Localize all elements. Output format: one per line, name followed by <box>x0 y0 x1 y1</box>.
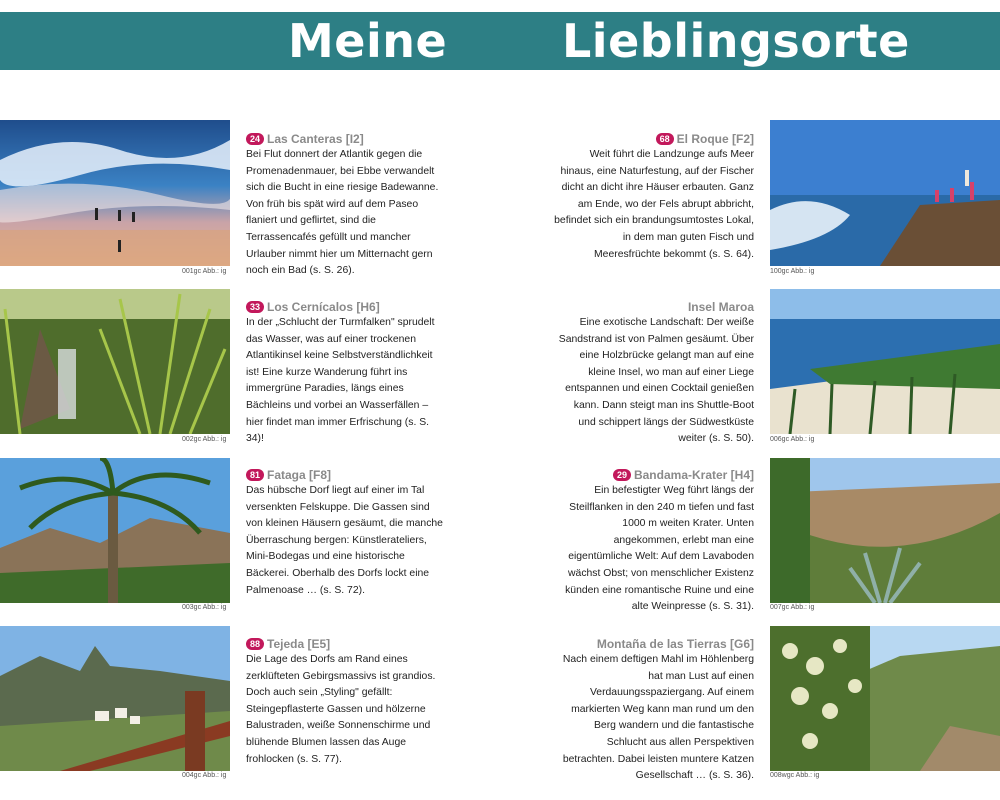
photo-fataga <box>0 458 230 603</box>
entry-title: Bandama-Krater [H4] <box>633 468 754 482</box>
photo-el-roque <box>770 120 1000 266</box>
photo-credit: 007gc Abb.: ig <box>770 604 815 611</box>
entry-text: Eine exotische Landschaft: Der weiße Sandstrand ist von Palmen gesäumt. Über eine Holzbrücke gelangt man auf eine kleine Insel, wo man auf einer Liege entspannen und einen Cocktail genießen kann. Dann steigt man ins Shuttle-Boot und schippert längs der Südwestküste weiter (s. S. 50). <box>558 317 754 445</box>
entry-text: Ein befestigter Weg führt längs der Steilflanken in den 240 m tiefen und fast 1000 m weiten Krater. Unten angekommen, erlebt man eine eigentümliche Welt: Auf dem Lavaboden wächst Obst; von menschlicher Existenz künden eine romantische Ruine und eine alte Weinpresse (s. S. 31). <box>565 485 754 613</box>
entry-title: Las Canteras [I2] <box>267 132 364 146</box>
entry-tejeda <box>246 636 446 768</box>
entry-text: Weit führt die Landzunge aufs Meer hinaus, eine Naturfestung, auf der Fischer dicht an dicht ihre Häuser erbauten. Ganz am Ende, wo der Fels abrupt abbricht, befindet sich ein brandungsumtostes Lokal, in dem man guten Fisch und Meeresfrüchte bekommt (s. S. 64). <box>554 149 754 260</box>
photo-montana-de-las-tierras <box>770 626 1000 771</box>
entry-title: Montaña de las Tierras [G6] <box>596 637 754 651</box>
entry-fataga <box>246 467 446 599</box>
entry-text: Nach einem deftigen Mahl im Höhlenberg hat man Lust auf einen Verdauungsspaziergang. Auf einem markierten Weg kann man rund um den Berg wandern und die fantastische Schlucht aus allen Perspektiven betrachten. Dabei leisten muntere Katzen Gesellschaft … (s. S. 36). <box>562 654 754 782</box>
photo-bandama-krater <box>770 458 1000 603</box>
photo-credit: 001gc Abb.: ig <box>182 268 227 275</box>
photo-credit: 003gc Abb.: ig <box>182 604 227 611</box>
entry-text: Das hübsche Dorf liegt auf einer im Tal versenkten Felskuppe. Die Gassen sind von kleinen Häusern gesäumt, die manche Überraschung bergen: Künstlerateliers, Mini-Bodegas und eine historische Bäckerei. Oberhalb des Dorfs lockt eine Palmenoase … (s. S. 72). <box>246 485 443 596</box>
photo-credit: 002gc Abb.: ig <box>182 436 227 443</box>
location-number-badge: 88 <box>246 638 264 650</box>
location-number-badge: 81 <box>246 469 264 481</box>
photo-credit: 100gc Abb.: ig <box>770 268 815 275</box>
entry-text: In der „Schlucht der Turmfalken" sprudelt das Wasser, was auf einer trockenen Atlantikinsel keine Selbstverständlichkeit ist! Eine kurze Wanderung führt ins immergrüne Paradies, längs eines Bächleins und vorbei an Wasserfällen – hier findet man immer Erfrischung (s. S. 34)! <box>246 317 435 445</box>
entry-title: Insel Maroa <box>687 300 754 314</box>
photo-las-canteras <box>0 120 230 266</box>
location-number-badge: 29 <box>613 469 631 481</box>
entry-title: Los Cernícalos [H6] <box>267 300 380 314</box>
title-banner <box>0 12 1000 70</box>
entry-bandama-krater <box>554 467 754 616</box>
photo-credit: 004gc Abb.: ig <box>182 772 227 779</box>
location-number-badge: 24 <box>246 133 264 145</box>
entry-title: Fataga [F8] <box>267 468 332 482</box>
title-word-2: Lieblingsorte <box>562 14 910 68</box>
photo-credit: 006gc Abb.: ig <box>770 436 815 443</box>
location-number-badge: 33 <box>246 301 264 313</box>
entry-los-cernicalos <box>246 299 446 448</box>
entry-title: Tejeda [E5] <box>267 637 331 651</box>
entry-montana-de-las-tierras <box>554 636 754 785</box>
entry-insel-maroa <box>554 299 754 448</box>
entry-el-roque <box>554 131 754 263</box>
photo-los-cernicalos <box>0 289 230 434</box>
title-word-1: Meine <box>288 14 448 68</box>
entry-las-canteras <box>246 131 446 280</box>
entry-text: Die Lage des Dorfs am Rand eines zerklüfteten Gebirgsmassivs ist grandios. Doch auch sein „Styling" gefällt: Steingepflasterte Gassen und hölzerne Balustraden, weiße Sonnenschirme und blühende Blumen lassen das Auge frohlocken (s. S. 77). <box>246 654 436 765</box>
entry-title: El Roque [F2] <box>676 132 754 146</box>
photo-credit: 008wgc Abb.: ig <box>770 772 820 779</box>
photo-tejeda <box>0 626 230 771</box>
location-number-badge: 68 <box>656 133 674 145</box>
photo-insel-maroa <box>770 289 1000 434</box>
entry-text: Bei Flut donnert der Atlantik gegen die Promenadenmauer, bei Ebbe verwandelt sich die Bucht in eine riesige Badewanne. Von früh bis spät wird auf dem Paseo flaniert und geflirtet, sind die Terrassencafés gefüllt und mancher Urlauber nimmt hier um Mitternacht gern noch ein Bad (s. S. 26). <box>246 149 439 277</box>
